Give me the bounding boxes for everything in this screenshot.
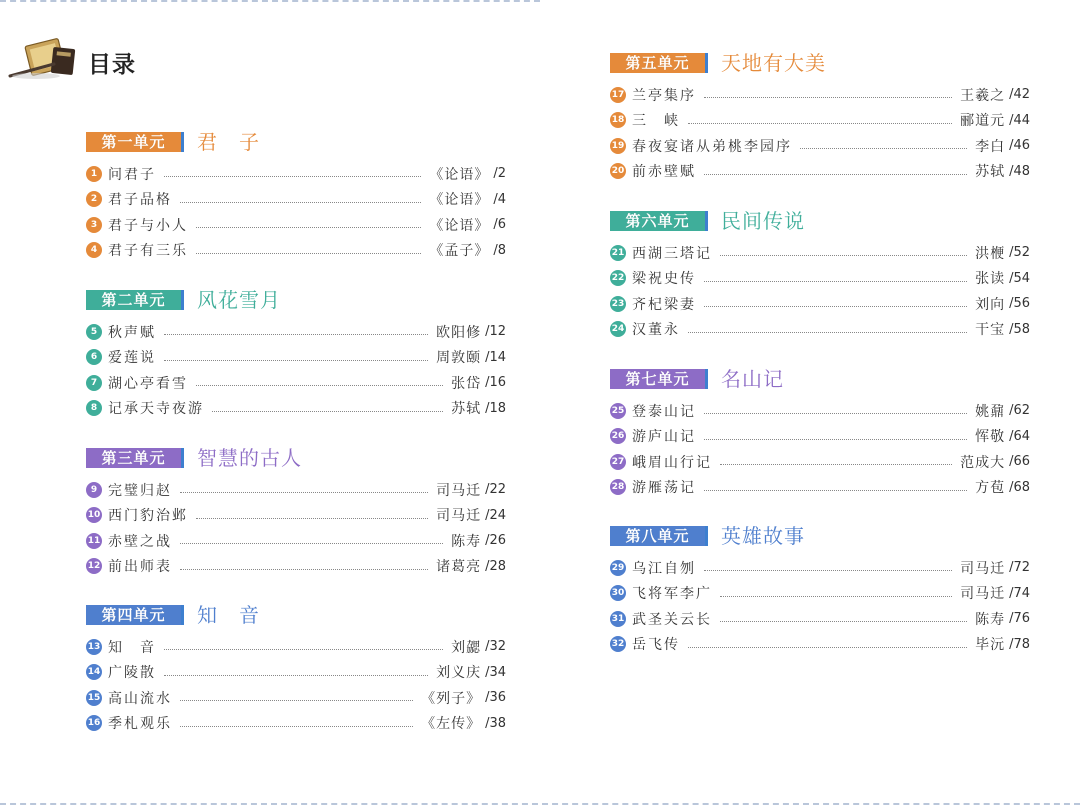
- entry-title: 问君子: [108, 166, 156, 183]
- entry-title: 湖心亭看雪: [108, 375, 188, 392]
- unit-name: 君 子: [197, 130, 260, 154]
- lesson-number-badge: 31: [610, 611, 626, 627]
- dotted-leader: [704, 306, 967, 307]
- entry-author: 司马迁: [436, 508, 482, 525]
- entry-title: 爱莲说: [108, 350, 156, 367]
- unit-section: [610, 522, 1030, 657]
- dotted-leader: [704, 97, 952, 98]
- lesson-number-badge: 28: [610, 479, 626, 495]
- unit-section: [86, 128, 506, 263]
- lesson-number-badge: 25: [610, 403, 626, 419]
- entry-author: 毕沅: [975, 637, 1006, 654]
- entry-author: 张读: [975, 271, 1006, 288]
- entry-page-number: /36: [485, 690, 506, 706]
- entry-author: 《左传》: [421, 716, 482, 733]
- entry-title: 赤壁之战: [108, 533, 172, 550]
- toc-entry[interactable]: [610, 449, 1030, 475]
- entry-author: 刘向: [975, 296, 1006, 313]
- entry-title: 君子与小人: [108, 217, 188, 234]
- entry-title: 兰亭集序: [632, 87, 696, 104]
- dotted-leader: [196, 385, 443, 386]
- toc-entry[interactable]: [610, 398, 1030, 424]
- dotted-leader: [196, 227, 421, 228]
- toc-entry[interactable]: [86, 685, 506, 711]
- entry-title: 春夜宴诸从弟桃李园序: [632, 138, 792, 155]
- lesson-number-badge: 20: [610, 163, 626, 179]
- entry-title: 高山流水: [108, 690, 172, 707]
- dotted-leader: [704, 570, 952, 571]
- dotted-leader: [704, 281, 967, 282]
- bottom-dashed-border: [0, 803, 1080, 805]
- dotted-leader: [688, 123, 952, 124]
- unit-heading: [86, 444, 506, 474]
- dotted-leader: [720, 621, 967, 622]
- dotted-leader: [720, 464, 952, 465]
- entry-page-number: /48: [1009, 163, 1030, 179]
- toc-entry[interactable]: [86, 345, 506, 371]
- entry-page-number: /28: [485, 558, 506, 574]
- entry-author: 王羲之: [960, 87, 1006, 104]
- entry-page-number: /34: [485, 664, 506, 680]
- toc-entry[interactable]: [86, 238, 506, 264]
- toc-entry[interactable]: [610, 133, 1030, 159]
- entry-author: 陈寿: [451, 533, 482, 550]
- entry-title: 前出师表: [108, 559, 172, 576]
- entry-page-number: /64: [1009, 428, 1030, 444]
- dotted-leader: [688, 332, 967, 333]
- entry-title: 记承天寺夜游: [108, 401, 204, 418]
- book-scroll-icon: [8, 36, 80, 82]
- entry-author: 范成大: [960, 454, 1006, 471]
- entry-author: 《论语》: [429, 166, 490, 183]
- lesson-number-badge: 29: [610, 560, 626, 576]
- lesson-number-badge: 16: [86, 715, 102, 731]
- entry-author: 恽敬: [975, 429, 1006, 446]
- toc-entry[interactable]: [610, 581, 1030, 607]
- dotted-leader: [196, 253, 421, 254]
- unit-heading: [610, 207, 1030, 237]
- entry-title: 梁祝史传: [632, 271, 696, 288]
- top-dashed-border: [0, 0, 540, 2]
- entry-title: 游庐山记: [632, 429, 696, 446]
- entry-page-number: /18: [485, 400, 506, 416]
- entry-page-number: /72: [1009, 560, 1030, 576]
- entry-page-number: /26: [485, 533, 506, 549]
- lesson-number-badge: 17: [610, 87, 626, 103]
- unit-heading: [610, 365, 1030, 395]
- lesson-number-badge: 14: [86, 664, 102, 680]
- entry-author: 陈寿: [975, 611, 1006, 628]
- unit-section: [86, 444, 506, 579]
- entry-author: 苏轼: [451, 401, 482, 418]
- toc-entry[interactable]: [86, 503, 506, 529]
- entry-author: 郦道元: [960, 113, 1006, 130]
- dotted-leader: [164, 360, 428, 361]
- entry-page-number: /8: [493, 242, 506, 258]
- entry-page-number: /38: [485, 715, 506, 731]
- entry-author: 司马迁: [960, 586, 1006, 603]
- entry-page-number: /46: [1009, 138, 1030, 154]
- lesson-number-badge: 18: [610, 112, 626, 128]
- lesson-number-badge: 10: [86, 507, 102, 523]
- entry-page-number: /32: [485, 639, 506, 655]
- toc-entry[interactable]: [86, 370, 506, 396]
- entry-page-number: /58: [1009, 321, 1030, 337]
- unit-section: [86, 286, 506, 421]
- entry-page-number: /12: [485, 324, 506, 340]
- entry-page-number: /76: [1009, 611, 1030, 627]
- lesson-number-badge: 22: [610, 270, 626, 286]
- entry-author: 洪楩: [975, 245, 1006, 262]
- entry-author: 欧阳修: [436, 324, 482, 341]
- entry-page-number: /2: [493, 166, 506, 182]
- entry-title: 前赤壁赋: [632, 164, 696, 181]
- entry-page-number: /66: [1009, 454, 1030, 470]
- lesson-number-badge: 13: [86, 639, 102, 655]
- toc-entry[interactable]: [86, 554, 506, 580]
- toc-entry[interactable]: [86, 187, 506, 213]
- entry-page-number: /6: [493, 217, 506, 233]
- toc-title: 目录: [88, 52, 136, 78]
- entry-author: 司马迁: [960, 560, 1006, 577]
- entry-author: 张岱: [451, 375, 482, 392]
- dotted-leader: [180, 202, 421, 203]
- dotted-leader: [704, 413, 967, 414]
- toc-entry[interactable]: [86, 634, 506, 660]
- lesson-number-badge: 21: [610, 245, 626, 261]
- toc-entry[interactable]: [610, 555, 1030, 581]
- entry-author: 刘义庆: [436, 665, 482, 682]
- entry-page-number: /24: [485, 507, 506, 523]
- entry-title: 君子品格: [108, 192, 172, 209]
- toc-entry[interactable]: [86, 161, 506, 187]
- dotted-leader: [180, 726, 413, 727]
- dotted-leader: [720, 255, 967, 256]
- unit-badge: 第六单元: [610, 211, 708, 231]
- entry-page-number: /22: [485, 482, 506, 498]
- entry-title: 完璧归赵: [108, 482, 172, 499]
- lesson-number-badge: 1: [86, 166, 102, 182]
- entry-page-number: /62: [1009, 403, 1030, 419]
- toc-entry[interactable]: [86, 396, 506, 422]
- toc-entry[interactable]: [610, 291, 1030, 317]
- dotted-leader: [180, 569, 428, 570]
- lesson-number-badge: 7: [86, 375, 102, 391]
- unit-section: [610, 207, 1030, 342]
- lesson-number-badge: 5: [86, 324, 102, 340]
- entry-title: 西湖三塔记: [632, 245, 712, 262]
- entry-page-number: /78: [1009, 636, 1030, 652]
- toc-entry[interactable]: [610, 82, 1030, 108]
- unit-heading: [610, 522, 1030, 552]
- entry-title: 三 峡: [632, 113, 680, 130]
- toc-entry[interactable]: [610, 240, 1030, 266]
- entry-title: 乌江自刎: [632, 560, 696, 577]
- lesson-number-badge: 24: [610, 321, 626, 337]
- unit-name: 英雄故事: [721, 524, 805, 548]
- entry-page-number: /54: [1009, 270, 1030, 286]
- toc-entry[interactable]: [610, 424, 1030, 450]
- lesson-number-badge: 8: [86, 400, 102, 416]
- entry-page-number: /52: [1009, 245, 1030, 261]
- entry-author: 苏轼: [975, 164, 1006, 181]
- entry-title: 岳飞传: [632, 637, 680, 654]
- toc-entry[interactable]: [86, 528, 506, 554]
- toc-entry[interactable]: [610, 632, 1030, 658]
- unit-badge: 第四单元: [86, 605, 184, 625]
- toc-entry[interactable]: [86, 212, 506, 238]
- lesson-number-badge: 12: [86, 558, 102, 574]
- entry-author: 李白: [975, 138, 1006, 155]
- unit-name: 知 音: [197, 603, 260, 627]
- unit-section: [86, 601, 506, 736]
- entry-page-number: /68: [1009, 479, 1030, 495]
- dotted-leader: [800, 148, 967, 149]
- dotted-leader: [164, 675, 428, 676]
- lesson-number-badge: 3: [86, 217, 102, 233]
- entry-title: 登泰山记: [632, 403, 696, 420]
- dotted-leader: [180, 492, 428, 493]
- dotted-leader: [688, 647, 967, 648]
- entry-title: 齐杞梁妻: [632, 296, 696, 313]
- unit-name: 天地有大美: [721, 51, 826, 75]
- entry-author: 《论语》: [429, 192, 490, 209]
- unit-badge: 第一单元: [86, 132, 184, 152]
- entry-title: 武圣关云长: [632, 611, 712, 628]
- entry-title: 飞将军李广: [632, 586, 712, 603]
- unit-section: [610, 49, 1030, 184]
- entry-page-number: /14: [485, 349, 506, 365]
- dotted-leader: [164, 649, 443, 650]
- toc-entry[interactable]: [86, 660, 506, 686]
- lesson-number-badge: 4: [86, 242, 102, 258]
- unit-name: 名山记: [721, 367, 784, 391]
- toc-entry[interactable]: [86, 711, 506, 737]
- entry-page-number: /4: [493, 191, 506, 207]
- lesson-number-badge: 26: [610, 428, 626, 444]
- lesson-number-badge: 9: [86, 482, 102, 498]
- toc-entry[interactable]: [610, 475, 1030, 501]
- dotted-leader: [164, 334, 428, 335]
- dotted-leader: [180, 543, 443, 544]
- entry-page-number: /16: [485, 375, 506, 391]
- lesson-number-badge: 15: [86, 690, 102, 706]
- entry-title: 季札观乐: [108, 716, 172, 733]
- entry-title: 秋声赋: [108, 324, 156, 341]
- entry-author: 干宝: [975, 322, 1006, 339]
- entry-page-number: /42: [1009, 87, 1030, 103]
- entry-author: 诸葛亮: [436, 559, 482, 576]
- entry-title: 峨眉山行记: [632, 454, 712, 471]
- lesson-number-badge: 23: [610, 296, 626, 312]
- toc-entry[interactable]: [610, 317, 1030, 343]
- lesson-number-badge: 27: [610, 454, 626, 470]
- toc-entry[interactable]: [610, 266, 1030, 292]
- unit-badge: 第三单元: [86, 448, 184, 468]
- entry-page-number: /74: [1009, 585, 1030, 601]
- lesson-number-badge: 6: [86, 349, 102, 365]
- entry-author: 《孟子》: [429, 243, 490, 260]
- unit-section: [610, 365, 1030, 500]
- unit-badge: 第五单元: [610, 53, 708, 73]
- toc-entry[interactable]: [86, 477, 506, 503]
- entry-author: 司马迁: [436, 482, 482, 499]
- entry-title: 广陵散: [108, 665, 156, 682]
- entry-author: 《论语》: [429, 217, 490, 234]
- lesson-number-badge: 32: [610, 636, 626, 652]
- unit-heading: [610, 49, 1030, 79]
- entry-title: 知 音: [108, 639, 156, 656]
- dotted-leader: [704, 490, 967, 491]
- unit-name: 风花雪月: [197, 288, 281, 312]
- dotted-leader: [704, 174, 967, 175]
- dotted-leader: [180, 700, 413, 701]
- lesson-number-badge: 11: [86, 533, 102, 549]
- dotted-leader: [196, 518, 428, 519]
- lesson-number-badge: 19: [610, 138, 626, 154]
- toc-entry[interactable]: [86, 319, 506, 345]
- toc-entry[interactable]: [610, 108, 1030, 134]
- dotted-leader: [704, 439, 967, 440]
- unit-name: 智慧的古人: [197, 446, 302, 470]
- lesson-number-badge: 2: [86, 191, 102, 207]
- entry-page-number: /44: [1009, 112, 1030, 128]
- unit-heading: [86, 286, 506, 316]
- entry-author: 周敦颐: [436, 350, 482, 367]
- dotted-leader: [164, 176, 421, 177]
- unit-heading: [86, 128, 506, 158]
- entry-title: 君子有三乐: [108, 243, 188, 260]
- lesson-number-badge: 30: [610, 585, 626, 601]
- dotted-leader: [720, 596, 952, 597]
- entry-author: 刘勰: [451, 639, 482, 656]
- dotted-leader: [212, 411, 443, 412]
- entry-title: 汉董永: [632, 322, 680, 339]
- unit-badge: 第二单元: [86, 290, 184, 310]
- unit-badge: 第七单元: [610, 369, 708, 389]
- toc-entry[interactable]: [610, 159, 1030, 185]
- entry-title: 游雁荡记: [632, 480, 696, 497]
- entry-author: 方苞: [975, 480, 1006, 497]
- entry-author: 姚鼐: [975, 403, 1006, 420]
- toc-entry[interactable]: [610, 606, 1030, 632]
- entry-title: 西门豹治邺: [108, 508, 188, 525]
- entry-author: 《列子》: [421, 690, 482, 707]
- unit-heading: [86, 601, 506, 631]
- unit-badge: 第八单元: [610, 526, 708, 546]
- toc-header: [8, 36, 168, 86]
- entry-page-number: /56: [1009, 296, 1030, 312]
- unit-name: 民间传说: [721, 209, 805, 233]
